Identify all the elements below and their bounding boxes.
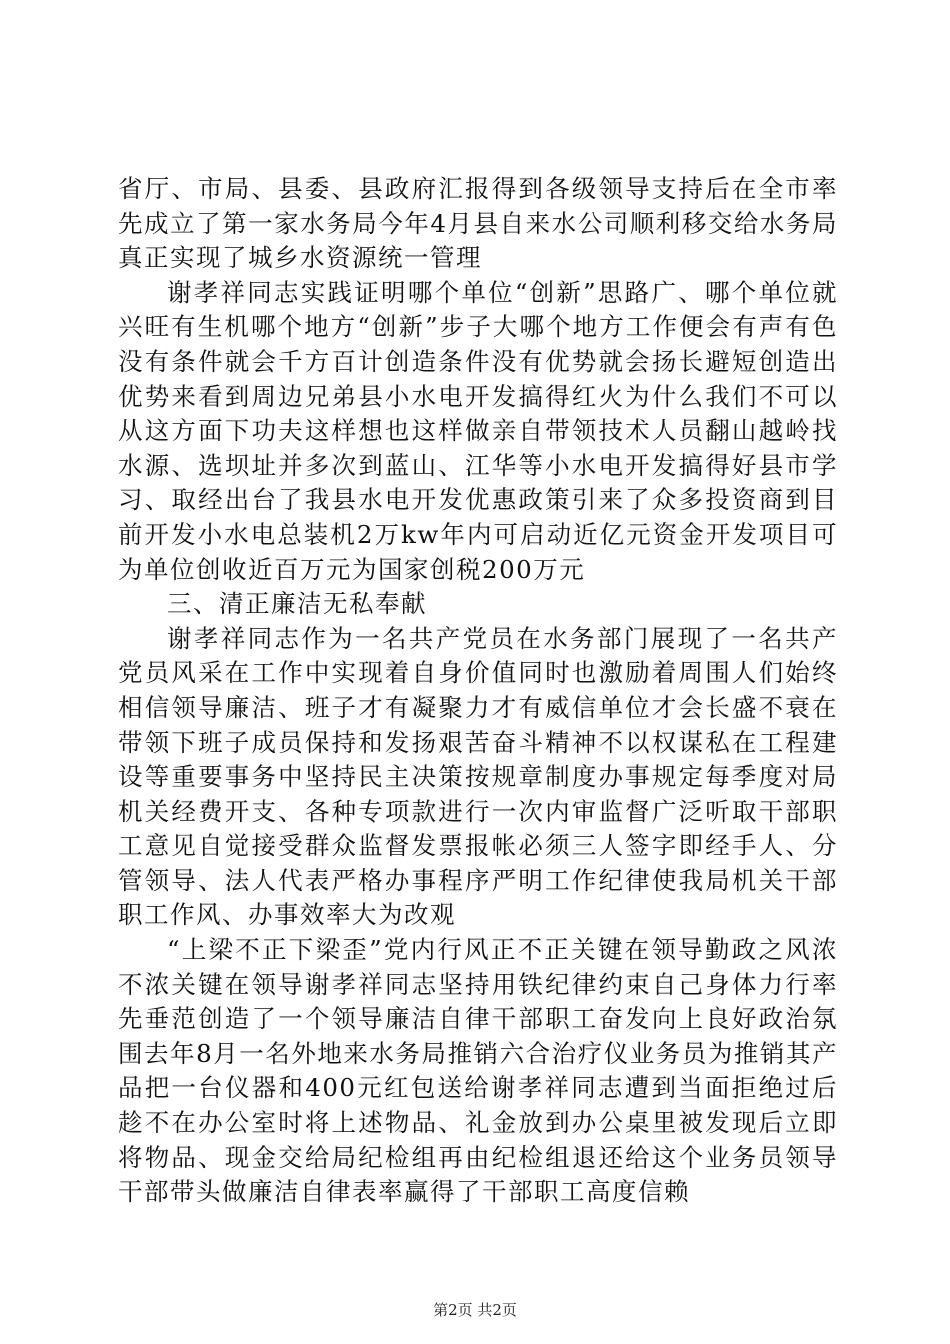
paragraph-water-bureau-report: 省厅、市局、县委、县政府汇报得到各级领导支持后在全市率先成立了第一家水务局今年4月县自来水公司顺利移交给水务局真正实现了城乡水资源统一管理 [118,174,838,273]
page-number-footer: 第2页 共2页 [433,1301,517,1319]
document-body [118,172,838,1210]
paragraph-innovation: 谢孝祥同志实践证明哪个单位“创新”思路广、哪个单位就兴旺有生机哪个地方“创新”步子大哪个地方工作便会有声有色没有条件就会千方百计创造条件没有优势就会扬长避短创造出优势来看到周边兄弟县小水电开发搞得红火为什么我们不可以从这方面下功夫这样想也这样做亲自带领技术人员翻山越岭找水源、选坝址并多次到蓝山、江华等小水电开发搞得好县市学习、取经出台了我县水电开发优惠政策引来了众多投资商到目前开发小水电总装机2万kw年内可启动近亿元资金开发项目可为单位创收近百万元为国家创税200万元 [118,277,838,584]
paragraph-party-member: 谢孝祥同志作为一名共产党员在水务部门展现了一名共产党员风采在工作中实现着自身价值同时也激励着周围人们始终相信领导廉洁、班子才有凝聚力才有威信单位才会长盛不衰在带领下班子成员保持和发扬艰苦奋斗精神不以权谋私在工程建设等重要事务中坚持民主决策按规章制度办事规定每季度对局机关经费开支、各种专项款进行一次内审监督广泛听取干部职工意见自觉接受群众监督发票报帐必须三人签字即经手人、分管领导、法人代表严格办事程序严明工作纪律使我局机关干部职工作风、办事效率大为改观 [118,623,838,930]
paragraph-leadership-example: “上梁不正下梁歪”党内行风正不正关键在领导勤政之风浓不浓关键在领导谢孝祥同志坚持用铁纪律约束自己身体力行率先垂范创造了一个领导廉洁自律干部职工奋发向上良好政治氛围去年8月一名外地来水务局推销六合治疗仪业务员为推销其产品把一台仪器和400元红包送给谢孝祥同志遭到当面拒绝过后趁不在办公室时将上述物品、礼金放到办公桌里被发现后立即将物品、现金交给局纪检组再由纪检组退还给这个业务员领导干部带头做廉洁自律表率赢得了干部职工高度信赖 [118,935,838,1207]
section-heading-integrity: 三、清正廉洁无私奉献 [167,589,427,619]
